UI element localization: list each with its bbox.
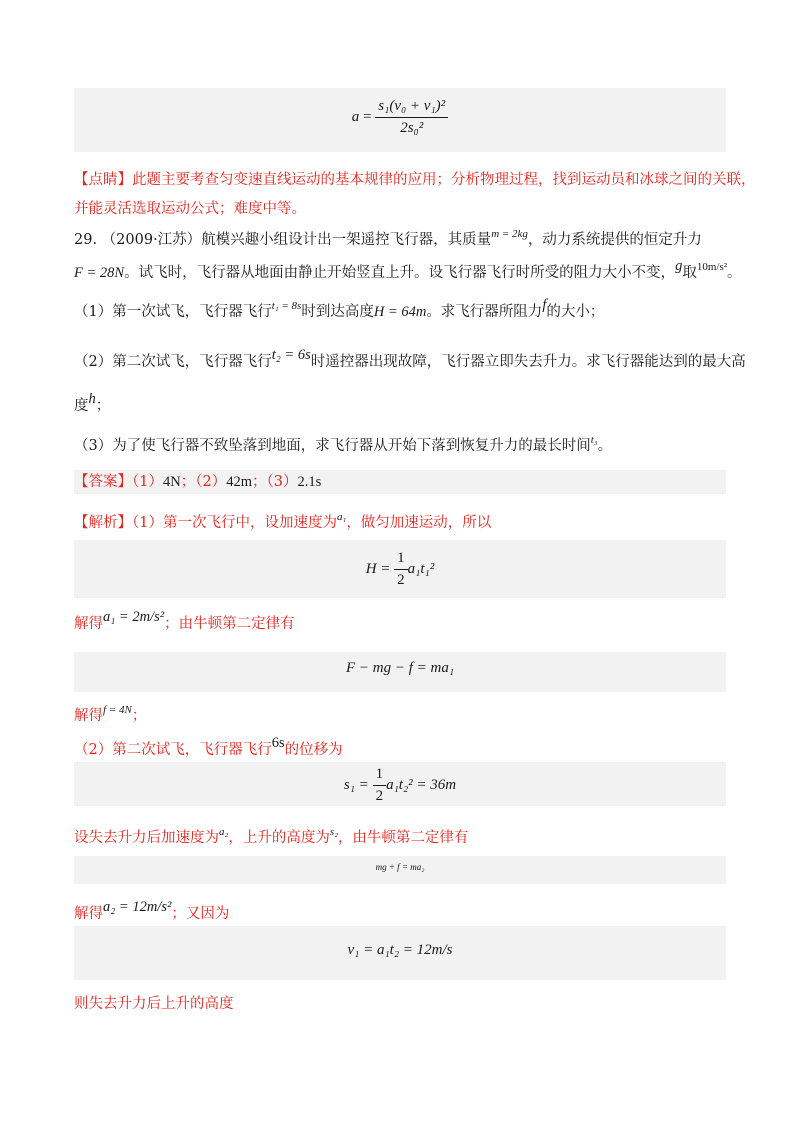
solution-line-2: （2）第二次试飞，飞行器飞行6s的位移为: [74, 735, 343, 758]
equation-newton-1: F − mg − f = ma₁: [345, 660, 455, 676]
question-2: （2）第二次试飞，飞行器飞行t₂ = 6s时遥控器出现故障，飞行器立即失去升力。求飞行器能达到的最大高: [74, 347, 746, 370]
answer-1: 4N: [162, 474, 181, 490]
gravity-value: 10m/s²: [696, 261, 728, 273]
solution-tag: 【解析】: [74, 515, 132, 531]
equation-velocity: v₁ = a₁t₂ = 12m/s: [347, 942, 453, 958]
question-1: （1）第一次试飞，飞行器飞行$^{t_1 = 8s}$时到达高度H = 64m。求飞行器所阻力f的大小；: [74, 297, 605, 320]
answer-2: 42m: [226, 474, 252, 490]
problem-line-1: 29. （2009·江苏）航模兴趣小组设计出一架遥控飞行器，其质量$^{m = 2kg}$，动力系统提供的恒定升力: [74, 228, 702, 248]
equation-newton-2: mg + f = ma₂: [375, 862, 425, 872]
equation-acceleration: a = $\frac{\text{s₁(v₀ + v₁)²}}{\text{2s₀²}}$: [74, 98, 726, 137]
fraction-denominator: 2s₀²: [400, 120, 424, 136]
solution-line-1: 【解析】（1）第一次飞行中，设加速度为$^{a_1}$，做匀加速运动，所以: [74, 511, 492, 531]
question-2-cont: 度h；: [74, 391, 111, 414]
solution-line-3: 设失去升力后加速度为$^{a_2}$，上升的高度为$^{s_2}$，由牛顿第二定律有: [74, 826, 469, 846]
result-line-2: 解得$^{f = 4N}$；: [74, 704, 147, 724]
problem-source: （2009·江苏）: [101, 232, 202, 248]
result-line-3: 解得a₂ = 12m/s²；又因为: [74, 899, 230, 922]
result-line-1: 解得a₁ = 2m/s²；由牛顿第二定律有: [74, 609, 295, 632]
answer-line: 【答案】（1）4N；（2）42m；（3）2.1s: [74, 474, 322, 490]
answer-3: 2.1s: [297, 474, 322, 490]
equation-displacement: s₁ = $\frac{1}{2}$ a₁t₂² = 36m: [343, 766, 457, 804]
comment-tag: 【点睛】: [74, 172, 132, 188]
question-3: （3）为了使飞行器不致坠落到地面，求飞行器从开始下落到恢复升力的最长时间$^{t_3}$。: [74, 434, 613, 454]
problem-line-2: F = 28N。试飞时，飞行器从地面由静止开始竖直上升。设飞行器飞行时所受的阻力大小不变，g取$^{10m/s^2}$。: [74, 258, 742, 281]
problem-number: 29.: [74, 232, 98, 248]
answer-tag: 【答案】: [74, 474, 132, 490]
fraction-numerator: s₁(v₀ + v₁)²: [375, 98, 448, 118]
equation-height: H = $\frac{1}{2}$ a₁t₁²: [365, 550, 435, 588]
comment-line-2: 并能灵活选取运动公式；难度中等。: [74, 201, 306, 217]
mass-value: m = 2kg: [491, 228, 528, 240]
comment-line-1: 【点睛】此题主要考查匀变速直线运动的基本规律的应用；分析物理过程，找到运动员和冰球之间的关联，: [74, 172, 756, 188]
solution-last-line: 则失去升力后上升的高度: [74, 996, 234, 1012]
force-value: F = 28N: [74, 265, 125, 281]
